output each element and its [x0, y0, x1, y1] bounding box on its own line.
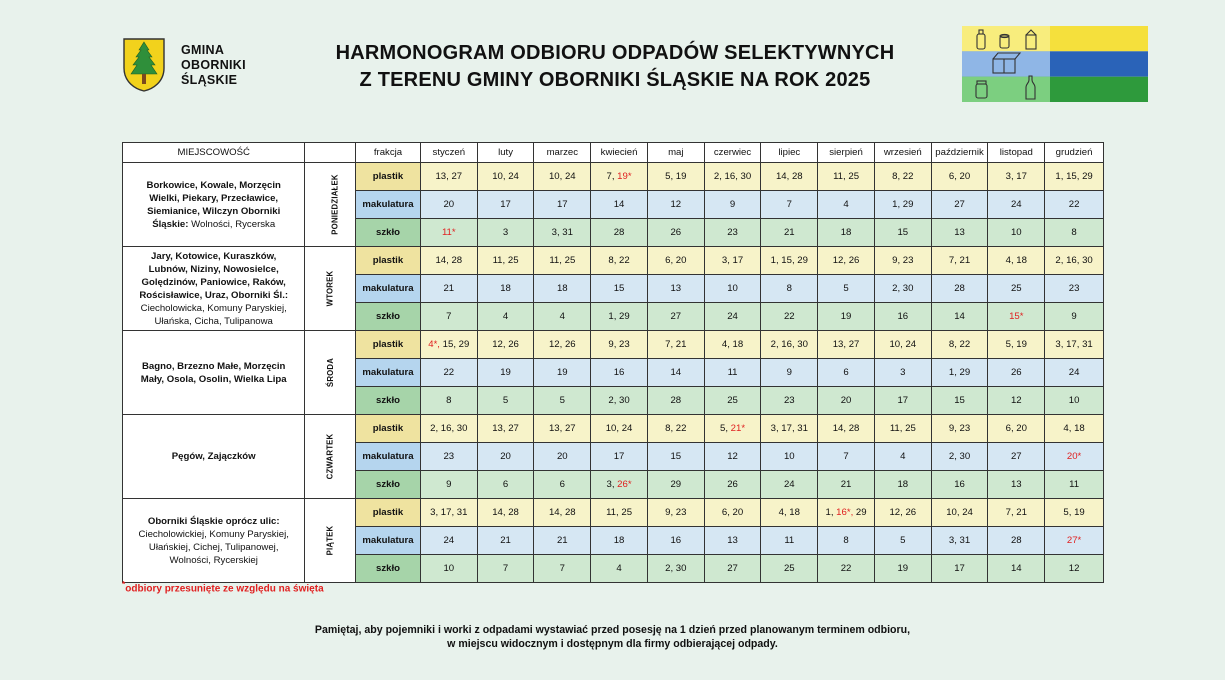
pickup-dates-cell: 2, 30 — [874, 275, 931, 303]
pickup-dates-cell: 11 — [761, 527, 818, 555]
pickup-dates-cell: 13 — [704, 527, 761, 555]
pickup-dates-cell: 26 — [988, 359, 1045, 387]
pickup-dates-cell: 26 — [647, 219, 704, 247]
schedule-row — [123, 499, 1104, 527]
shifted-pickups-note — [122, 579, 324, 594]
pickup-dates-cell: 19 — [818, 303, 875, 331]
pickup-dates-cell: 18 — [534, 275, 591, 303]
pickup-dates-cell: 14, 28 — [477, 499, 534, 527]
header-row — [123, 143, 1104, 163]
header-month: luty — [477, 143, 534, 163]
fraction-label: szkło — [356, 387, 421, 415]
pickup-dates-cell: 18 — [874, 471, 931, 499]
pickup-dates-cell: 25 — [988, 275, 1045, 303]
pickup-dates-cell: 1, 15, 29 — [761, 247, 818, 275]
weekday-cell — [305, 331, 356, 415]
pickup-dates-cell: 7 — [420, 303, 477, 331]
location-main: Borkowice, Kowale, Morzęcin Wielki, Piekary, Przecławice, Siemianice, Wilczyn Oborniki Śląskie: — [146, 179, 281, 230]
pickup-dates-cell: 14, 28 — [818, 415, 875, 443]
pickup-dates-cell: 12, 26 — [874, 499, 931, 527]
pickup-dates-cell: 10, 24 — [931, 499, 988, 527]
weekday-label: PONIEDZIAŁEK — [331, 174, 341, 235]
pickup-dates-cell: 11, 25 — [818, 163, 875, 191]
pickup-dates-cell: 4 — [477, 303, 534, 331]
pickup-dates-cell: 9, 23 — [931, 415, 988, 443]
pickup-dates-cell: 8 — [818, 527, 875, 555]
pickup-dates-cell: 4 — [874, 443, 931, 471]
pickup-dates-cell: 2, 30 — [647, 555, 704, 583]
pickup-dates-cell: 3 — [477, 219, 534, 247]
recycling-flag — [962, 26, 1148, 102]
pickup-dates-cell: 3 — [874, 359, 931, 387]
header-month: maj — [647, 143, 704, 163]
schedule-row — [123, 415, 1104, 443]
pickup-dates-cell: 5, 21* — [704, 415, 761, 443]
pickup-dates-cell: 18 — [818, 219, 875, 247]
pickup-dates-cell: 13, 27 — [477, 415, 534, 443]
pickup-dates-cell: 2, 30 — [591, 387, 648, 415]
pickup-dates-cell: 6, 20 — [931, 163, 988, 191]
pickup-dates-cell: 4, 18 — [988, 247, 1045, 275]
location-cell — [123, 163, 305, 247]
fraction-label: makulatura — [356, 191, 421, 219]
pickup-dates-cell: 8 — [420, 387, 477, 415]
pickup-dates-cell: 8, 22 — [931, 331, 988, 359]
pickup-dates-cell: 10 — [988, 219, 1045, 247]
fraction-label: makulatura — [356, 443, 421, 471]
pickup-dates-cell: 12, 26 — [818, 247, 875, 275]
pickup-dates-cell: 2, 16, 30 — [1045, 247, 1104, 275]
pickup-dates-cell: 20* — [1045, 443, 1104, 471]
pickup-dates-cell: 9, 23 — [591, 331, 648, 359]
pickup-dates-cell: 7 — [818, 443, 875, 471]
pickup-dates-cell: 21 — [534, 527, 591, 555]
pickup-dates-cell: 4 — [818, 191, 875, 219]
pickup-dates-cell: 3, 17 — [988, 163, 1045, 191]
pickup-dates-cell: 7 — [761, 191, 818, 219]
pickup-dates-cell: 3, 17 — [704, 247, 761, 275]
pickup-dates-cell: 11, 25 — [874, 415, 931, 443]
pickup-dates-cell: 12, 26 — [534, 331, 591, 359]
page-title — [270, 40, 960, 94]
fraction-label: plastik — [356, 415, 421, 443]
pickup-dates-cell: 24 — [420, 527, 477, 555]
pickup-dates-cell: 19 — [534, 359, 591, 387]
fraction-label: plastik — [356, 331, 421, 359]
pickup-dates-cell: 9, 23 — [874, 247, 931, 275]
schedule-table — [122, 142, 1104, 583]
pickup-dates-cell: 4, 18 — [1045, 415, 1104, 443]
pickup-dates-cell: 2, 30 — [931, 443, 988, 471]
pickup-dates-cell: 27 — [647, 303, 704, 331]
municipality-logo — [123, 38, 246, 92]
schedule-row — [123, 163, 1104, 191]
pickup-dates-cell: 22 — [420, 359, 477, 387]
pickup-dates-cell: 15 — [874, 219, 931, 247]
pickup-dates-cell: 18 — [591, 527, 648, 555]
header-month: grudzień — [1045, 143, 1104, 163]
pickup-dates-cell: 20 — [477, 443, 534, 471]
pickup-dates-cell: 5 — [477, 387, 534, 415]
header-day — [305, 143, 356, 163]
pickup-dates-cell: 21 — [420, 275, 477, 303]
header-month: lipiec — [761, 143, 818, 163]
pickup-dates-cell: 23 — [761, 387, 818, 415]
pickup-dates-cell: 9 — [761, 359, 818, 387]
header-month: listopad — [988, 143, 1045, 163]
pickup-dates-cell: 20 — [534, 443, 591, 471]
coat-of-arms-icon — [123, 38, 165, 92]
pickup-dates-cell: 24 — [704, 303, 761, 331]
pickup-dates-cell: 23 — [1045, 275, 1104, 303]
weekday-cell — [305, 415, 356, 499]
reminder-line-1: Pamiętaj, aby pojemniki i worki z odpadami wystawiać przed posesję na 1 dzień przed planowanym terminem odbioru, — [314, 624, 911, 636]
location-cell — [123, 331, 305, 415]
title-line-2: Z TERENU GMINY OBORNIKI ŚLĄSKIE NA ROK 2025 — [359, 69, 871, 91]
location-main: Pęgów, Zajączków — [171, 451, 256, 462]
pickup-dates-cell: 29 — [647, 471, 704, 499]
pickup-dates-cell: 14 — [931, 303, 988, 331]
municipality-name — [181, 43, 246, 88]
pickup-dates-cell: 7, 21 — [931, 247, 988, 275]
pickup-dates-cell: 8 — [761, 275, 818, 303]
pickup-dates-cell: 17 — [931, 555, 988, 583]
pickup-dates-cell: 4, 18 — [761, 499, 818, 527]
reminder-line-2: w miejscu widocznym i dostępnym dla firmy odbierającej odpady. — [447, 638, 778, 650]
pickup-dates-cell: 3, 26* — [591, 471, 648, 499]
pickup-dates-cell: 10 — [420, 555, 477, 583]
pickup-dates-cell: 20 — [420, 191, 477, 219]
pickup-dates-cell: 25 — [761, 555, 818, 583]
location-main: Jary, Kotowice, Kuraszków, Lubnów, Niziny, Nowosielce, Golędzinów, Paniowice, Raków, Rościsławice, Uraz, Oborniki Śl.: — [139, 250, 289, 301]
pickup-dates-cell: 11* — [420, 219, 477, 247]
pickup-dates-cell: 17 — [591, 443, 648, 471]
pickup-dates-cell: 13, 27 — [420, 163, 477, 191]
pickup-dates-cell: 1, 29 — [591, 303, 648, 331]
pickup-dates-cell: 13, 27 — [534, 415, 591, 443]
pickup-dates-cell: 27 — [931, 191, 988, 219]
municipality-name-line: OBORNIKI — [181, 57, 246, 72]
pickup-dates-cell: 12 — [647, 191, 704, 219]
pickup-dates-cell: 7 — [477, 555, 534, 583]
pickup-dates-cell: 24 — [988, 191, 1045, 219]
pickup-dates-cell: 15 — [931, 387, 988, 415]
pickup-dates-cell: 17 — [534, 191, 591, 219]
fraction-label: makulatura — [356, 275, 421, 303]
fraction-label: plastik — [356, 499, 421, 527]
pickup-dates-cell: 12 — [988, 387, 1045, 415]
pickup-dates-cell: 10, 24 — [534, 163, 591, 191]
pickup-dates-cell: 19 — [874, 555, 931, 583]
fraction-label: makulatura — [356, 359, 421, 387]
weekday-cell — [305, 499, 356, 583]
fraction-label: szkło — [356, 555, 421, 583]
pickup-dates-cell: 8, 22 — [591, 247, 648, 275]
pickup-dates-cell: 1, 29 — [931, 359, 988, 387]
header-month: marzec — [534, 143, 591, 163]
pickup-dates-cell: 12, 26 — [477, 331, 534, 359]
pickup-dates-cell: 24 — [761, 471, 818, 499]
pickup-dates-cell: 3, 17, 31 — [1045, 331, 1104, 359]
pickup-dates-cell: 10 — [1045, 387, 1104, 415]
municipality-name-line: GMINA — [181, 42, 225, 57]
fraction-label: szkło — [356, 303, 421, 331]
pickup-dates-cell: 14, 28 — [534, 499, 591, 527]
pickup-dates-cell: 2, 16, 30 — [704, 163, 761, 191]
pickup-dates-cell: 9 — [704, 191, 761, 219]
pickup-dates-cell: 8, 22 — [647, 415, 704, 443]
pickup-dates-cell: 28 — [647, 387, 704, 415]
pickup-dates-cell: 4, 18 — [704, 331, 761, 359]
weekday-label: ŚRODA — [325, 357, 335, 388]
pickup-dates-cell: 6 — [818, 359, 875, 387]
header-month: wrzesień — [874, 143, 931, 163]
pickup-dates-cell: 21 — [477, 527, 534, 555]
pickup-dates-cell: 28 — [931, 275, 988, 303]
header-month: październik — [931, 143, 988, 163]
pickup-dates-cell: 14, 28 — [761, 163, 818, 191]
pickup-dates-cell: 5 — [818, 275, 875, 303]
pickup-dates-cell: 17 — [477, 191, 534, 219]
weekday-cell — [305, 163, 356, 247]
reminder-text — [200, 623, 1025, 651]
location-cell — [123, 415, 305, 499]
pickup-dates-cell: 20 — [818, 387, 875, 415]
pickup-dates-cell: 8, 22 — [874, 163, 931, 191]
location-streets: Ciecholowickiej, Komuny Paryskiej, Ułańskiej, Cichej, Tulipanowej, Wolności, Rycerskiej — [138, 528, 289, 566]
fraction-label: plastik — [356, 163, 421, 191]
pickup-dates-cell: 11 — [1045, 471, 1104, 499]
pickup-dates-cell: 7, 21 — [647, 331, 704, 359]
header-month: kwiecień — [591, 143, 648, 163]
pickup-dates-cell: 9 — [1045, 303, 1104, 331]
pickup-dates-cell: 13 — [647, 275, 704, 303]
pickup-dates-cell: 21 — [761, 219, 818, 247]
pickup-dates-cell: 4 — [591, 555, 648, 583]
pickup-dates-cell: 3, 17, 31 — [761, 415, 818, 443]
header-fraction: frakcja — [356, 143, 421, 163]
header-location: MIEJSCOWOŚĆ — [123, 143, 305, 163]
pickup-dates-cell: 14 — [988, 555, 1045, 583]
pickup-dates-cell: 11, 25 — [591, 499, 648, 527]
fraction-label: szkło — [356, 219, 421, 247]
pickup-dates-cell: 2, 16, 30 — [420, 415, 477, 443]
pickup-dates-cell: 7, 19* — [591, 163, 648, 191]
pickup-dates-cell: 6, 20 — [704, 499, 761, 527]
pickup-dates-cell: 23 — [420, 443, 477, 471]
fraction-label: szkło — [356, 471, 421, 499]
pickup-dates-cell: 3, 31 — [931, 527, 988, 555]
fraction-label: makulatura — [356, 527, 421, 555]
pickup-dates-cell: 10, 24 — [591, 415, 648, 443]
pickup-dates-cell: 10 — [761, 443, 818, 471]
pickup-dates-cell: 28 — [591, 219, 648, 247]
pickup-dates-cell: 11 — [704, 359, 761, 387]
pickup-dates-cell: 25 — [704, 387, 761, 415]
pickup-dates-cell: 16 — [647, 527, 704, 555]
pickup-dates-cell: 6 — [534, 471, 591, 499]
weekday-label: PIĄTEK — [325, 525, 335, 556]
schedule-row — [123, 247, 1104, 275]
pickup-dates-cell: 16 — [591, 359, 648, 387]
pickup-dates-cell: 7, 21 — [988, 499, 1045, 527]
pickup-dates-cell: 13 — [988, 471, 1045, 499]
pickup-dates-cell: 22 — [1045, 191, 1104, 219]
pickup-dates-cell: 23 — [704, 219, 761, 247]
pickup-dates-cell: 15 — [591, 275, 648, 303]
note-text: odbiory przesunięte ze względu na święta — [125, 583, 324, 595]
pickup-dates-cell: 27* — [1045, 527, 1104, 555]
pickup-dates-cell: 6, 20 — [647, 247, 704, 275]
pickup-dates-cell: 12 — [1045, 555, 1104, 583]
pickup-dates-cell: 17 — [874, 387, 931, 415]
pickup-dates-cell: 24 — [1045, 359, 1104, 387]
pickup-dates-cell: 5 — [874, 527, 931, 555]
weekday-label: WTOREK — [325, 270, 335, 307]
pickup-dates-cell: 27 — [988, 443, 1045, 471]
pickup-dates-cell: 3, 17, 31 — [420, 499, 477, 527]
header-month: czerwiec — [704, 143, 761, 163]
location-streets: Ciecholowicka, Komuny Paryskiej, Ułańska, Cicha, Tulipanowa — [140, 302, 287, 327]
title-line-1: HARMONOGRAM ODBIORU ODPADÓW SELEKTYWNYCH — [335, 42, 895, 64]
pickup-dates-cell: 21 — [818, 471, 875, 499]
pickup-dates-cell: 18 — [477, 275, 534, 303]
pickup-dates-cell: 11, 25 — [534, 247, 591, 275]
pickup-dates-cell: 10, 24 — [477, 163, 534, 191]
weekday-cell — [305, 247, 356, 331]
pickup-dates-cell: 26 — [704, 471, 761, 499]
pickup-dates-cell: 22 — [818, 555, 875, 583]
location-main: Oborniki Śląskie oprócz ulic: — [147, 515, 280, 527]
pickup-dates-cell: 10, 24 — [874, 331, 931, 359]
pickup-dates-cell: 5 — [534, 387, 591, 415]
pickup-dates-cell: 1, 16*, 29 — [818, 499, 875, 527]
pickup-dates-cell: 27 — [704, 555, 761, 583]
fraction-label: plastik — [356, 247, 421, 275]
pickup-dates-cell: 7 — [534, 555, 591, 583]
pickup-dates-cell: 10 — [704, 275, 761, 303]
pickup-dates-cell: 12 — [704, 443, 761, 471]
note-asterisk: * — [122, 579, 126, 589]
pickup-dates-cell: 4*, 15, 29 — [420, 331, 477, 359]
header-month: styczeń — [420, 143, 477, 163]
pickup-dates-cell: 16 — [931, 471, 988, 499]
pickup-dates-cell: 3, 31 — [534, 219, 591, 247]
pickup-dates-cell: 6 — [477, 471, 534, 499]
schedule-row — [123, 331, 1104, 359]
pickup-dates-cell: 5, 19 — [1045, 499, 1104, 527]
pickup-dates-cell: 9, 23 — [647, 499, 704, 527]
pickup-dates-cell: 1, 15, 29 — [1045, 163, 1104, 191]
pickup-dates-cell: 8 — [1045, 219, 1104, 247]
location-cell — [123, 247, 305, 331]
pickup-dates-cell: 5, 19 — [647, 163, 704, 191]
municipality-name-line: ŚLĄSKIE — [181, 72, 238, 87]
pickup-dates-cell: 22 — [761, 303, 818, 331]
weekday-label: CZWARTEK — [325, 433, 335, 480]
header-month: sierpień — [818, 143, 875, 163]
pickup-dates-cell: 16 — [874, 303, 931, 331]
pickup-dates-cell: 6, 20 — [988, 415, 1045, 443]
pickup-dates-cell: 19 — [477, 359, 534, 387]
location-streets: Wolności, Rycerska — [188, 218, 276, 230]
pickup-dates-cell: 4 — [534, 303, 591, 331]
location-cell — [123, 499, 305, 583]
pickup-dates-cell: 13 — [931, 219, 988, 247]
pickup-dates-cell: 15 — [647, 443, 704, 471]
location-main: Bagno, Brzezno Małe, Morzęcin Mały, Osola, Osolin, Wielka Lipa — [140, 360, 287, 385]
pickup-dates-cell: 28 — [988, 527, 1045, 555]
pickup-dates-cell: 1, 29 — [874, 191, 931, 219]
pickup-dates-cell: 14 — [647, 359, 704, 387]
pickup-dates-cell: 13, 27 — [818, 331, 875, 359]
pickup-dates-cell: 11, 25 — [477, 247, 534, 275]
pickup-dates-cell: 14, 28 — [420, 247, 477, 275]
pickup-dates-cell: 15* — [988, 303, 1045, 331]
pickup-dates-cell: 5, 19 — [988, 331, 1045, 359]
pickup-dates-cell: 14 — [591, 191, 648, 219]
pickup-dates-cell: 2, 16, 30 — [761, 331, 818, 359]
pickup-dates-cell: 9 — [420, 471, 477, 499]
